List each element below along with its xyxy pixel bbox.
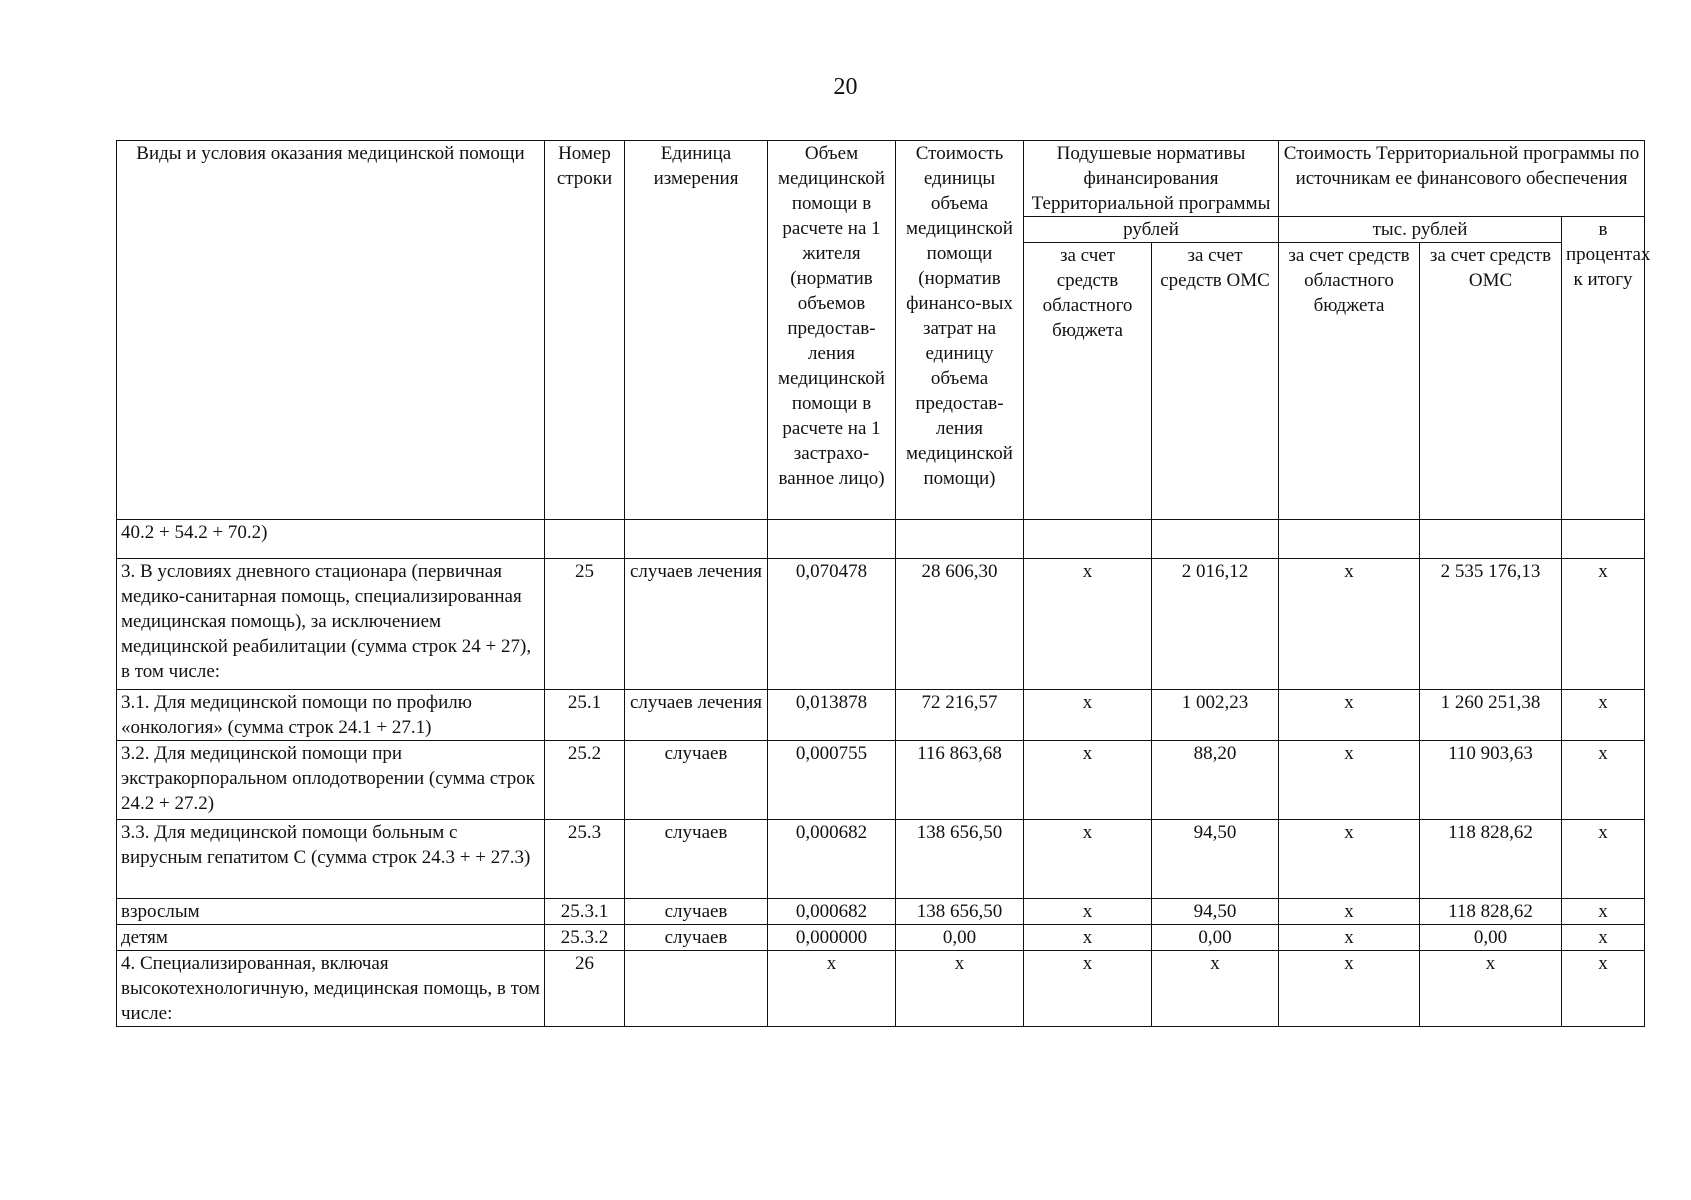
row-unit: случаев bbox=[625, 925, 768, 951]
row-pc-oms: х bbox=[1152, 951, 1279, 1027]
row-pc-budget bbox=[1024, 520, 1152, 559]
row-tp-oms: 0,00 bbox=[1420, 925, 1562, 951]
row-tp-budget bbox=[1279, 520, 1420, 559]
row-name: 3.3. Для медицинской помощи больным с вирусным гепатитом С (сумма строк 24.3 + + 27.3) bbox=[117, 820, 545, 899]
row-number: 25.3.1 bbox=[545, 899, 625, 925]
row-unit: случаев bbox=[625, 820, 768, 899]
row-pc-oms: 94,50 bbox=[1152, 899, 1279, 925]
row-volume: 0,000755 bbox=[768, 741, 896, 820]
row-number: 25.3 bbox=[545, 820, 625, 899]
row-number: 25.2 bbox=[545, 741, 625, 820]
row-percent: х bbox=[1562, 690, 1645, 741]
row-percent: х bbox=[1562, 899, 1645, 925]
header-unit: Единица измерения bbox=[625, 141, 768, 520]
row-tp-budget: х bbox=[1279, 951, 1420, 1027]
row-unit bbox=[625, 520, 768, 559]
row-tp-oms: 110 903,63 bbox=[1420, 741, 1562, 820]
row-name: 3.2. Для медицинской помощи при экстракорпоральном оплодотворении (сумма строк 24.2 + 27.2) bbox=[117, 741, 545, 820]
header-unit-thousand-rubles: тыс. рублей bbox=[1279, 217, 1562, 243]
row-pc-oms: 2 016,12 bbox=[1152, 559, 1279, 690]
financing-table bbox=[116, 140, 1651, 1027]
header-type: Виды и условия оказания медицинской помощи bbox=[117, 141, 545, 520]
header-row-1 bbox=[117, 141, 1645, 217]
header-pc-budget: за счет средств областного бюджета bbox=[1024, 243, 1152, 520]
row-cost: 138 656,50 bbox=[896, 899, 1024, 925]
row-pc-oms: 1 002,23 bbox=[1152, 690, 1279, 741]
row-volume: х bbox=[768, 951, 896, 1027]
table-row bbox=[117, 951, 1645, 1027]
row-pc-budget: х bbox=[1024, 951, 1152, 1027]
table-row bbox=[117, 899, 1645, 925]
row-unit: случаев лечения bbox=[625, 690, 768, 741]
row-tp-budget: х bbox=[1279, 899, 1420, 925]
row-tp-budget: х bbox=[1279, 820, 1420, 899]
row-volume: 0,000682 bbox=[768, 820, 896, 899]
table-row bbox=[117, 520, 1645, 559]
row-volume: 0,013878 bbox=[768, 690, 896, 741]
row-number: 25.1 bbox=[545, 690, 625, 741]
row-percent: х bbox=[1562, 741, 1645, 820]
row-volume: 0,070478 bbox=[768, 559, 896, 690]
row-pc-budget: х bbox=[1024, 741, 1152, 820]
row-tp-oms: 2 535 176,13 bbox=[1420, 559, 1562, 690]
table-row bbox=[117, 925, 1645, 951]
header-per-capita-group: Подушевые нормативы финансирования Территориальной программы bbox=[1024, 141, 1279, 217]
row-volume: 0,000682 bbox=[768, 899, 896, 925]
row-percent: х bbox=[1562, 820, 1645, 899]
row-cost bbox=[896, 520, 1024, 559]
header-tp-budget: за счет средств областного бюджета bbox=[1279, 243, 1420, 520]
row-number: 25 bbox=[545, 559, 625, 690]
row-name: 3. В условиях дневного стационара (первичная медико-санитарная помощь, специализированная медицинская помощь), за исключением медицинской реабилитации (сумма строк 24 + 27), в том числе: bbox=[117, 559, 545, 690]
row-cost: 0,00 bbox=[896, 925, 1024, 951]
header-cost: Стоимость единицы объема медицинской помощи (норматив финансо-вых затрат на единицу объема предостав-ления медицинской помощи) bbox=[896, 141, 1024, 520]
header-program-cost-group: Стоимость Территориальной программы по источникам ее финансового обеспечения bbox=[1279, 141, 1645, 217]
row-cost: 72 216,57 bbox=[896, 690, 1024, 741]
header-pc-oms: за счет средств ОМС bbox=[1152, 243, 1279, 520]
row-percent bbox=[1562, 520, 1645, 559]
row-pc-oms: 0,00 bbox=[1152, 925, 1279, 951]
row-pc-oms: 94,50 bbox=[1152, 820, 1279, 899]
row-volume bbox=[768, 520, 896, 559]
row-percent: х bbox=[1562, 559, 1645, 690]
header-volume: Объем медицинской помощи в расчете на 1 жителя (норматив объемов предостав-ления медицинской помощи в расчете на 1 застрахо-ванное лицо) bbox=[768, 141, 896, 520]
row-pc-budget: х bbox=[1024, 690, 1152, 741]
row-name: 3.1. Для медицинской помощи по профилю «онкология» (сумма строк 24.1 + 27.1) bbox=[117, 690, 545, 741]
row-cost: х bbox=[896, 951, 1024, 1027]
row-number: 25.3.2 bbox=[545, 925, 625, 951]
row-pc-budget: х bbox=[1024, 820, 1152, 899]
row-tp-oms: 1 260 251,38 bbox=[1420, 690, 1562, 741]
row-cost: 28 606,30 bbox=[896, 559, 1024, 690]
table-row bbox=[117, 741, 1645, 820]
row-percent: х bbox=[1562, 925, 1645, 951]
row-number: 26 bbox=[545, 951, 625, 1027]
row-name: 40.2 + 54.2 + 70.2) bbox=[117, 520, 545, 559]
row-tp-budget: х bbox=[1279, 925, 1420, 951]
row-pc-budget: х bbox=[1024, 925, 1152, 951]
row-pc-budget: х bbox=[1024, 559, 1152, 690]
row-pc-oms: 88,20 bbox=[1152, 741, 1279, 820]
page-number: 20 bbox=[833, 74, 858, 100]
table-row bbox=[117, 559, 1645, 690]
row-number bbox=[545, 520, 625, 559]
row-unit: случаев лечения bbox=[625, 559, 768, 690]
row-pc-budget: х bbox=[1024, 899, 1152, 925]
row-name: взрослым bbox=[117, 899, 545, 925]
row-tp-oms bbox=[1420, 520, 1562, 559]
table-row bbox=[117, 690, 1645, 741]
row-unit bbox=[625, 951, 768, 1027]
row-pc-oms bbox=[1152, 520, 1279, 559]
row-unit: случаев bbox=[625, 899, 768, 925]
row-tp-oms: 118 828,62 bbox=[1420, 820, 1562, 899]
row-tp-oms: 118 828,62 bbox=[1420, 899, 1562, 925]
row-tp-oms: х bbox=[1420, 951, 1562, 1027]
table-row bbox=[117, 820, 1645, 899]
header-tp-oms: за счет средств ОМС bbox=[1420, 243, 1562, 520]
row-percent: х bbox=[1562, 951, 1645, 1027]
row-name: 4. Специализированная, включая высокотехнологичную, медицинская помощь, в том числе: bbox=[117, 951, 545, 1027]
row-cost: 138 656,50 bbox=[896, 820, 1024, 899]
row-name: детям bbox=[117, 925, 545, 951]
row-cost: 116 863,68 bbox=[896, 741, 1024, 820]
row-tp-budget: х bbox=[1279, 690, 1420, 741]
header-unit-rubles: рублей bbox=[1024, 217, 1279, 243]
header-percent: в процентах к итогу bbox=[1562, 217, 1645, 520]
row-tp-budget: х bbox=[1279, 741, 1420, 820]
row-volume: 0,000000 bbox=[768, 925, 896, 951]
row-unit: случаев bbox=[625, 741, 768, 820]
header-row-number: Номер строки bbox=[545, 141, 625, 520]
row-tp-budget: х bbox=[1279, 559, 1420, 690]
